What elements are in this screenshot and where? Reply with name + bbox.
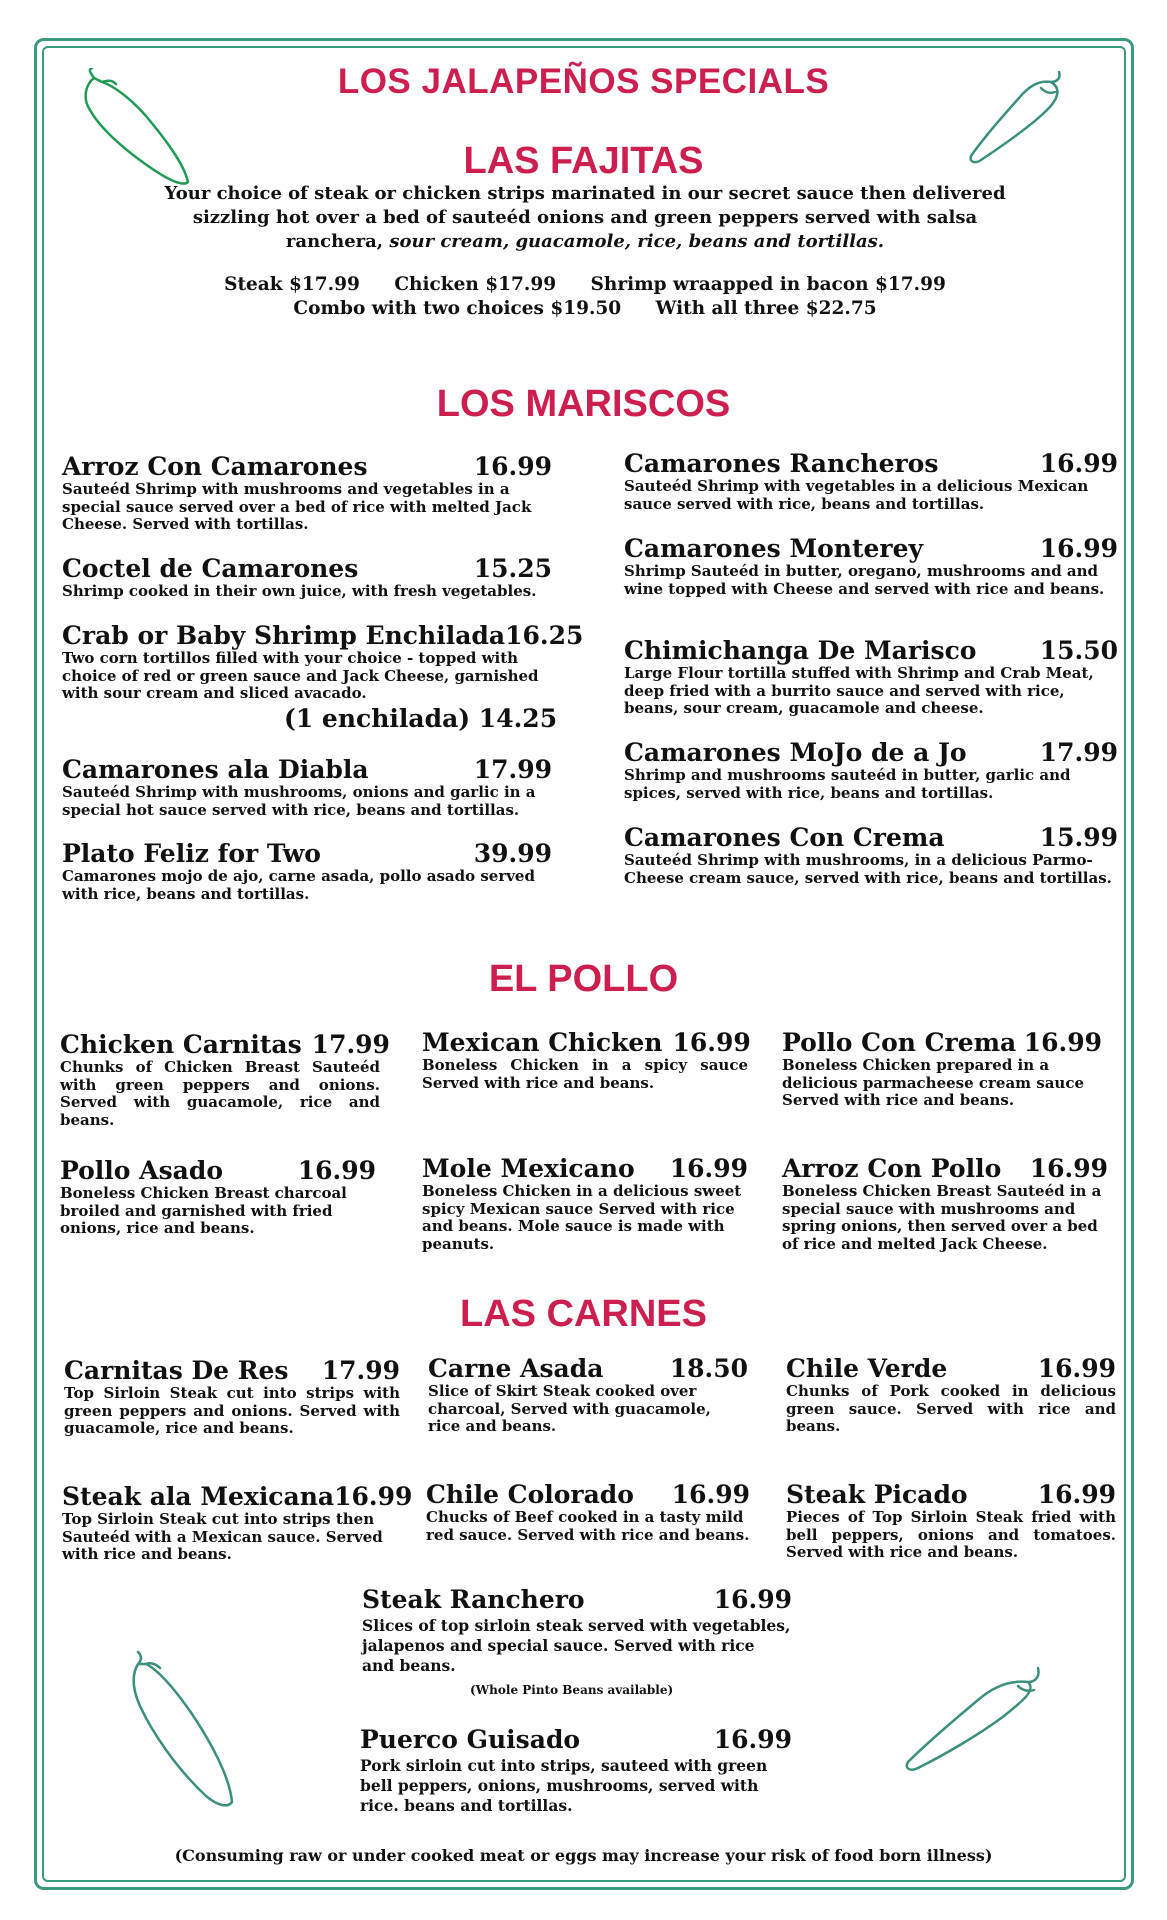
fajitas-price-shrimp: Shrimp wraapped in bacon $17.99	[590, 274, 946, 295]
item-description: Slices of top sirloin steak served with vegetables, jalapenos and special sauce. Served with rice and beans.	[362, 1616, 791, 1675]
item-price: 16.99	[1039, 449, 1118, 478]
menu-item	[624, 450, 1118, 513]
item-name: Arroz Con Pollo	[782, 1154, 1002, 1183]
item-name: Carnitas De Res	[64, 1356, 289, 1385]
item-name: Camarones MoJo de a Jo	[624, 738, 967, 767]
item-description: Top Sirloin Steak cut into strips with green peppers and onions. Served with guacamole, rice and beans.	[64, 1384, 400, 1437]
fajitas-prices-row-1	[150, 274, 1020, 295]
item-name: Arroz Con Camarones	[62, 452, 368, 481]
menu-item	[60, 1157, 376, 1238]
item-description: Chucks of Beef cooked in a tasty mild red sauce. Served with rice and beans.	[426, 1508, 750, 1544]
fajitas-desc-italic: sour cream, guacamole, rice, beans and tortillas.	[389, 231, 885, 252]
item-name: Camarones Rancheros	[624, 449, 939, 478]
item-name: Chimichanga De Marisco	[624, 636, 977, 665]
menu-item	[428, 1355, 748, 1436]
fajitas-price-chicken: Chicken $17.99	[394, 274, 557, 295]
item-name: Chicken Carnitas	[60, 1030, 302, 1059]
menu-item	[62, 756, 552, 819]
health-disclaimer: (Consuming raw or under cooked meat or eggs may increase your risk of food born illness)	[174, 1846, 993, 1865]
item-name: Steak Picado	[786, 1480, 968, 1509]
fajitas-price-steak: Steak $17.99	[224, 274, 360, 295]
menu-item	[60, 1030, 390, 1129]
item-price: 39.99	[473, 839, 552, 868]
item-price: 16.99	[713, 1725, 792, 1754]
mariscos-heading: LOS MARISCOS	[436, 383, 731, 425]
item-price: 16.99	[1037, 1480, 1116, 1509]
item-price: 16.99	[671, 1480, 750, 1509]
menu-item	[782, 1029, 1102, 1110]
item-name: Camarones ala Diabla	[62, 755, 369, 784]
fajitas-heading: LAS FAJITAS	[463, 140, 704, 182]
item-price: 17.99	[321, 1356, 400, 1385]
menu-item	[62, 453, 552, 534]
menu-item	[624, 739, 1118, 802]
beans-note: (Whole Pinto Beans available)	[470, 1683, 674, 1697]
item-description: Camarones mojo de ajo, carne asada, pollo asado served with rice, beans and tortillas.	[62, 867, 535, 903]
item-name: Pollo Con Crema	[782, 1028, 1017, 1057]
menu-item	[64, 1357, 400, 1438]
item-description: Two corn tortillos filled with your choice - topped with choice of red or green sauce and Jack Cheese, garnished with sour cream and sliced avacado.	[62, 649, 539, 702]
fajitas-description	[160, 182, 1010, 254]
item-name: Puerco Guisado	[360, 1725, 581, 1754]
fajitas-prices-row-2	[150, 298, 1020, 319]
item-description: Shrimp Sauteéd in butter, oregano, mushrooms and and wine topped with Cheese and served with rice and beans.	[624, 562, 1105, 598]
menu-item	[624, 824, 1118, 887]
pollo-heading: EL POLLO	[488, 958, 679, 1000]
jalapeno-pepper-icon	[128, 1650, 243, 1810]
menu-item	[782, 1155, 1108, 1253]
item-description: Large Flour tortilla stuffed with Shrimp and Crab Meat, deep fried with a burrito sauce and served with rice, beans, sour cream, guacamole and cheese.	[624, 664, 1094, 717]
menu-item	[62, 555, 552, 601]
menu-item	[786, 1355, 1116, 1436]
menu-item	[422, 1028, 751, 1092]
item-price: 16.99	[1037, 1354, 1116, 1383]
item-name: Mole Mexicano	[422, 1154, 635, 1183]
item-name: Plato Feliz for Two	[62, 839, 321, 868]
item-price: 16.25	[505, 621, 584, 650]
item-name: Chile Colorado	[426, 1480, 634, 1509]
item-name: Steak ala Mexicana	[62, 1482, 335, 1511]
carnes-heading: LAS CARNES	[459, 1293, 708, 1335]
item-price: 16.99	[713, 1585, 792, 1614]
menu-title: LOS JALAPEÑOS SPECIALS	[337, 62, 830, 101]
item-price: 18.50	[669, 1354, 748, 1383]
item-description: Sauteéd Shrimp with mushrooms, onions and garlic in a special hot sauce served with rice, beans and tortillas.	[62, 783, 536, 819]
menu-item	[360, 1726, 792, 1816]
item-price: 17.99	[311, 1030, 390, 1059]
item-price: 16.99	[669, 1154, 748, 1183]
item-price: 17.99	[1039, 738, 1118, 767]
item-description: Boneless Chicken prepared in a delicious parmacheese cream sauce Served with rice and beans.	[782, 1056, 1085, 1109]
item-price: 16.99	[473, 452, 552, 481]
item-description: Chunks of Pork cooked in delicious green sauce. Served with rice and beans.	[786, 1382, 1116, 1435]
item-price: 15.50	[1039, 636, 1118, 665]
item-description: Shrimp cooked in their own juice, with fresh vegetables.	[62, 582, 537, 600]
item-name: Camarones Con Crema	[624, 823, 945, 852]
item-name: Crab or Baby Shrimp Enchilada	[62, 621, 506, 650]
item-description: Boneless Chicken in a delicious sweet spicy Mexican sauce Served with rice and beans. Mole sauce is made with peanuts.	[422, 1182, 742, 1253]
item-name: Pollo Asado	[60, 1156, 224, 1185]
item-description: Sauteéd Shrimp with mushrooms and vegetables in a special sauce served over a bed of rice with melted Jack Cheese. Served with tortillas.	[62, 480, 532, 533]
item-description: Pieces of Top Sirloin Steak fried with bell peppers, onions and tomatoes. Served with rice and beans.	[786, 1508, 1116, 1561]
item-description: Sauteéd Shrimp with mushrooms, in a delicious Parmo-Cheese cream sauce, served with rice, beans and tortillas.	[624, 851, 1112, 887]
item-price: 16.99	[1023, 1028, 1102, 1057]
jalapeno-pepper-icon	[900, 1664, 1045, 1774]
item-description: Slice of Skirt Steak cooked over charcoal, Served with guacamole, rice and beans.	[428, 1382, 711, 1435]
enchilada-single-price: (1 enchilada) 14.25	[284, 704, 558, 733]
menu-item	[62, 840, 552, 903]
item-name: Mexican Chicken	[422, 1028, 663, 1057]
item-price: 16.99	[1029, 1154, 1108, 1183]
item-name: Camarones Monterey	[624, 534, 924, 563]
menu-item	[624, 535, 1118, 598]
item-price: 16.99	[334, 1482, 413, 1511]
menu-item	[62, 621, 584, 703]
item-description: Boneless Chicken Breast charcoal broiled and garnished with fried onions, rice and beans.	[60, 1184, 347, 1237]
menu-item	[426, 1481, 750, 1544]
item-price: 16.99	[672, 1028, 751, 1057]
item-description: Top Sirloin Steak cut into strips then Sauteéd with a Mexican sauce. Served with rice and beans.	[62, 1510, 383, 1563]
menu-item	[62, 1482, 413, 1564]
item-description: Pork sirloin cut into strips, sauteed with green bell peppers, onions, mushrooms, served with rice. beans and tortillas.	[360, 1756, 768, 1815]
item-description: Chunks of Chicken Breast Sauteéd with green peppers and onions. Served with guacamole, rice and beans.	[60, 1058, 380, 1129]
menu-item	[786, 1481, 1116, 1562]
menu-item	[624, 637, 1118, 718]
item-price: 15.99	[1039, 823, 1118, 852]
item-price: 15.25	[473, 554, 552, 583]
item-description: Boneless Chicken in a spicy sauce Served with rice and beans.	[422, 1056, 748, 1092]
item-price: 16.99	[297, 1156, 376, 1185]
item-name: Carne Asada	[428, 1354, 604, 1383]
menu-item	[422, 1155, 748, 1253]
menu-item	[362, 1586, 792, 1676]
fajitas-desc-main: Your choice of steak or chicken strips marinated in our secret sauce then delivered sizzling hot over a bed of sauteéd onions and green peppers served with salsa ranchera,	[164, 183, 1006, 252]
item-description: Boneless Chicken Breast Sauteéd in a special sauce with mushrooms and spring onions, then served over a bed of rice and melted Jack Cheese.	[782, 1182, 1102, 1253]
item-name: Coctel de Camarones	[62, 554, 359, 583]
item-name: Chile Verde	[786, 1354, 948, 1383]
item-name: Steak Ranchero	[362, 1585, 585, 1614]
fajitas-price-combo: Combo with two choices $19.50	[293, 298, 622, 319]
item-description: Shrimp and mushrooms sauteéd in butter, garlic and spices, served with rice, beans and tortillas.	[624, 766, 1071, 802]
item-description: Sauteéd Shrimp with vegetables in a delicious Mexican sauce served with rice, beans and tortillas.	[624, 477, 1089, 513]
fajitas-price-all: With all three $22.75	[655, 298, 877, 319]
item-price: 16.99	[1039, 534, 1118, 563]
item-price: 17.99	[473, 755, 552, 784]
